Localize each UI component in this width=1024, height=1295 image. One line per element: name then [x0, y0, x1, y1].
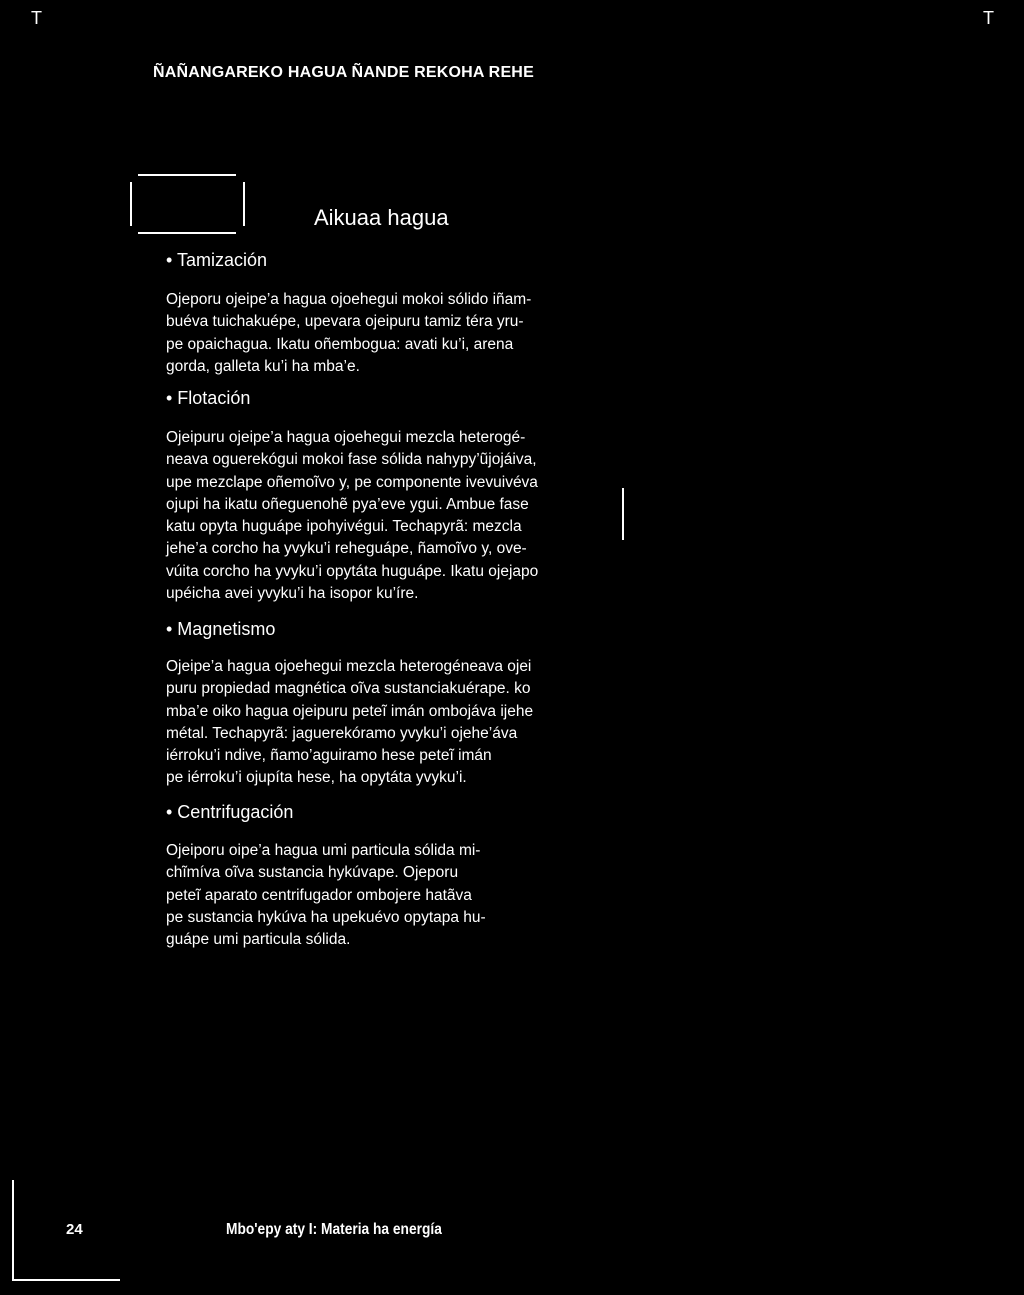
paragraph-line: mba’e oiko hagua ojeipuru peteĩ imán ombojáva ijehe: [166, 702, 534, 720]
paragraph-line: upe mezclape oñemoĩvo y, pe componente ivevuivéva: [166, 473, 538, 491]
paragraph-line: guápe umi particula sólida.: [166, 931, 351, 949]
paragraph-line: pe sustancia hykúva ha upekuévo opytapa hu-: [166, 908, 486, 926]
heading-centrifugacion: • Centrifugación: [166, 802, 294, 822]
footer-rule-horizontal: [12, 1279, 120, 1281]
crop-mark-right: T: [983, 8, 994, 28]
paragraph-tamizacion: [166, 289, 615, 378]
paragraph-line: vúita corcho ha yvyku’i opytáta huguápe. Ikatu ojejapo: [166, 562, 539, 580]
paragraph-centrifugacion: [166, 840, 561, 951]
paragraph-line: pe opaichagua. Ikatu oñembogua: avati ku’i, arena: [166, 335, 514, 353]
paragraph-magnetismo: [166, 656, 615, 790]
paragraph-line: Ojeipe’a hagua ojoehegui mezcla heterogéneava ojei: [166, 658, 532, 675]
footer-rule-vertical: [12, 1180, 14, 1280]
paragraph-line: katu opyta huguápe ipohyivégui. Techapyrã: mezcla: [166, 518, 522, 536]
page-number: 24: [66, 1221, 83, 1238]
running-header: ÑAÑANGAREKO HAGUA ÑANDE REKOHA REHE: [153, 64, 534, 81]
paragraph-line: ojupi ha ikatu oñeguenohẽ pya’eve ygui. Ambue fase: [166, 495, 529, 513]
heading-magnetismo: • Magnetismo: [166, 619, 276, 639]
paragraph-flotacion: [166, 427, 615, 605]
section-icon-box: [130, 174, 245, 234]
margin-rule: [622, 488, 624, 540]
paragraph-line: jehe’a corcho ha yvyku’i reheguápe, ñamoĩvo y, ove-: [166, 540, 527, 558]
paragraph-line: neava oguerekógui mokoi fase sólida nahypy’ũjojáiva,: [166, 451, 537, 469]
paragraph-line: Ojeipuru ojeipe’a hagua ojoehegui mezcla heterogé-: [166, 429, 526, 446]
paragraph-line: gorda, galleta ku’i ha mba’e.: [166, 357, 360, 375]
heading-tamizacion: • Tamización: [166, 250, 268, 270]
footer-chapter-title: Mbo'epy aty I: Materia ha energía: [226, 1221, 442, 1238]
paragraph-line: Ojeiporu oipe’a hagua umi particula sólida mi-: [166, 842, 481, 859]
paragraph-line: métal. Techapyrã: jaguerekóramo yvyku’i ojehe’áva: [166, 724, 518, 742]
paragraph-line: iérroku’i ndive, ñamo’aguiramo hese peteĩ imán: [166, 747, 492, 765]
paragraph-line: chĩmíva oĩva sustancia hykúvape. Ojeporu: [166, 864, 459, 882]
paragraph-line: puru propiedad magnética oĩva sustanciakuérape. ko: [166, 680, 531, 698]
paragraph-line: upéicha avei yvyku’i ha isopor ku’íre.: [166, 585, 419, 603]
paragraph-line: buéva tuichakuépe, upevara ojeipuru tamiz téra yru-: [166, 313, 524, 331]
crop-mark-left: T: [31, 8, 42, 28]
paragraph-line: Ojeporu ojeipe’a hagua ojoehegui mokoi sólido iñam-: [166, 291, 532, 308]
section-title: Aikuaa hagua: [314, 205, 449, 230]
paragraph-line: peteĩ aparato centrifugador ombojere hatãva: [166, 886, 472, 904]
paragraph-line: pe iérroku’i ojupíta hese, ha opytáta yvyku’i.: [166, 769, 467, 787]
heading-flotacion: • Flotación: [166, 388, 251, 408]
